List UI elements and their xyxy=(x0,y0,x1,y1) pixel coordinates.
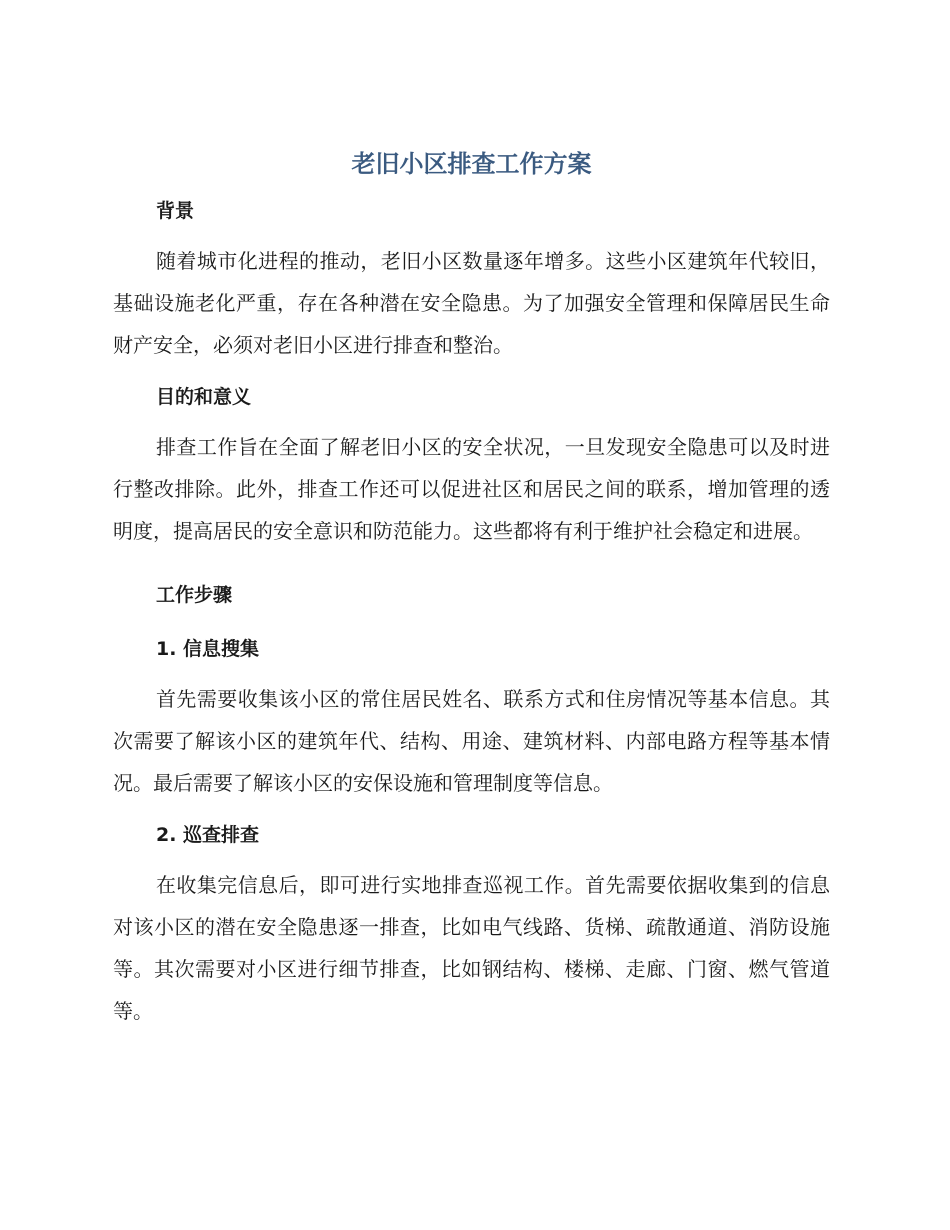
paragraph-step-information-collection: 首先需要收集该小区的常住居民姓名、联系方式和住房情况等基本信息。其次需要了解该小区的建筑年代、结构、用途、建筑材料、内部电路方程等基本情况。最后需要了解该小区的安保设施和管理制度等信息。 xyxy=(113,687,830,795)
document-title: 老旧小区排查工作方案 xyxy=(351,150,592,178)
step-heading-information-collection: 1. 信息搜集 xyxy=(156,638,260,660)
section-heading-background: 背景 xyxy=(156,200,195,222)
paragraph-step-inspection: 在收集完信息后，即可进行实地排查巡视工作。首先需要依据收集到的信息对该小区的潜在安全隐患逐一排查，比如电气线路、货梯、疏散通道、消防设施等。其次需要对小区进行细节排查，比如钢结构、楼梯、走廊、门窗、燃气管道等。 xyxy=(113,873,830,1023)
section-heading-steps: 工作步骤 xyxy=(156,584,233,606)
section-heading-purpose: 目的和意义 xyxy=(156,386,252,408)
paragraph-purpose: 排查工作旨在全面了解老旧小区的安全状况，一旦发现安全隐患可以及时进行整改排除。此外，排查工作还可以促进社区和居民之间的联系，增加管理的透明度，提高居民的安全意识和防范能力。这些都将有利于维护社会稳定和进展。 xyxy=(113,435,830,543)
paragraph-background: 随着城市化进程的推动，老旧小区数量逐年增多。这些小区建筑年代较旧，基础设施老化严重，存在各种潜在安全隐患。为了加强安全管理和保障居民生命财产安全，必须对老旧小区进行排查和整治。 xyxy=(113,249,830,357)
step-heading-inspection: 2. 巡查排查 xyxy=(156,824,260,846)
